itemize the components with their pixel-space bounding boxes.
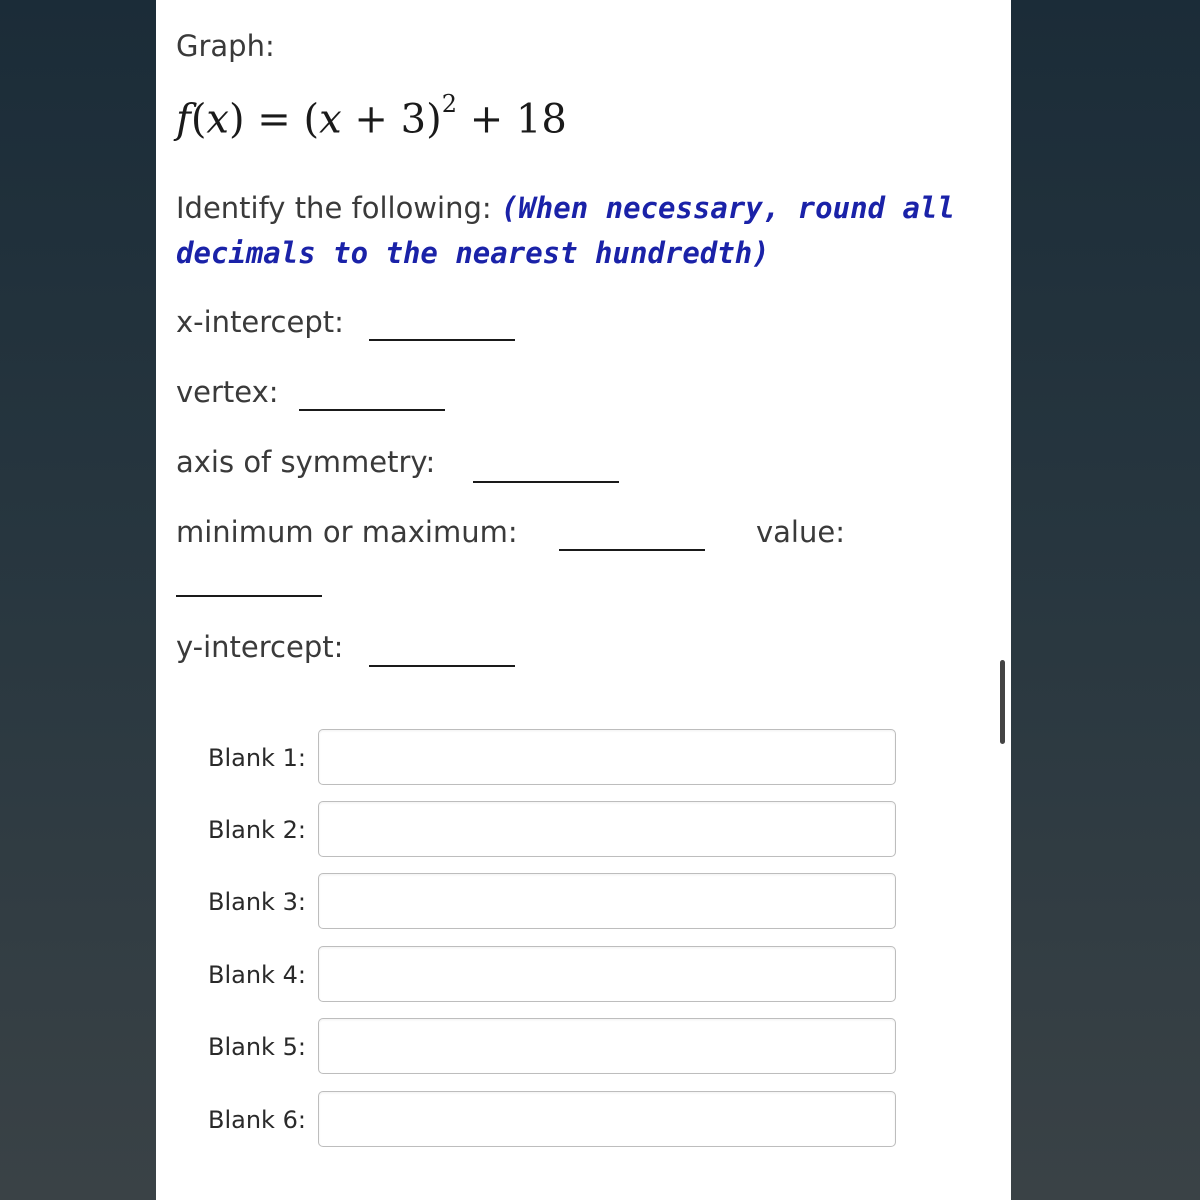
x-intercept-label: x-intercept: [176,305,344,339]
instruction-text: Identify the following: [176,191,501,225]
value-label: value: [756,515,845,549]
y-intercept-answer-line [369,665,515,667]
x-intercept-answer-line [369,339,515,341]
formula-exponent: 2 [441,90,457,118]
formula-open-paren: ( [303,96,320,143]
blank-5-label: Blank 5: [208,1033,306,1061]
vertex-answer-line [299,409,445,411]
blank-2-label: Blank 2: [208,816,306,844]
blank-1-input[interactable] [318,729,896,785]
blank-4-input[interactable] [318,946,896,1002]
blank-6-input[interactable] [318,1091,896,1147]
blank-3-label: Blank 3: [208,888,306,916]
blank-6-label: Blank 6: [208,1106,306,1134]
graph-prompt: Graph: [176,29,275,63]
scrollbar-thumb[interactable] [1000,660,1005,744]
formula-var: x [319,96,342,143]
instructions [176,186,986,276]
blank-1-label: Blank 1: [208,744,306,772]
question-panel [156,0,1011,1200]
min-or-max-answer-line [559,549,705,551]
blank-4-label: Blank 4: [208,961,306,989]
axis-of-symmetry-answer-line [473,481,619,483]
y-intercept-label: y-intercept: [176,630,344,664]
formula-plus-const: + 3) [341,96,442,143]
formula-equals: = [244,96,304,143]
formula-func-name: f [176,96,191,143]
formula-tail: + 18 [457,96,567,143]
value-answer-line [176,595,322,597]
formula-lhs-var: x [206,96,229,143]
blank-2-input[interactable] [318,801,896,857]
min-or-max-label: minimum or maximum: [176,515,518,549]
blank-3-input[interactable] [318,873,896,929]
axis-of-symmetry-label: axis of symmetry: [176,445,436,479]
blank-5-input[interactable] [318,1018,896,1074]
vertex-label: vertex: [176,375,279,409]
instruction-emphasis: (When necessary, round all decimals to the nearest hundredth) [176,191,955,270]
function-formula: $f(x) = (x + 3)^2 + 18$ [176,90,567,143]
